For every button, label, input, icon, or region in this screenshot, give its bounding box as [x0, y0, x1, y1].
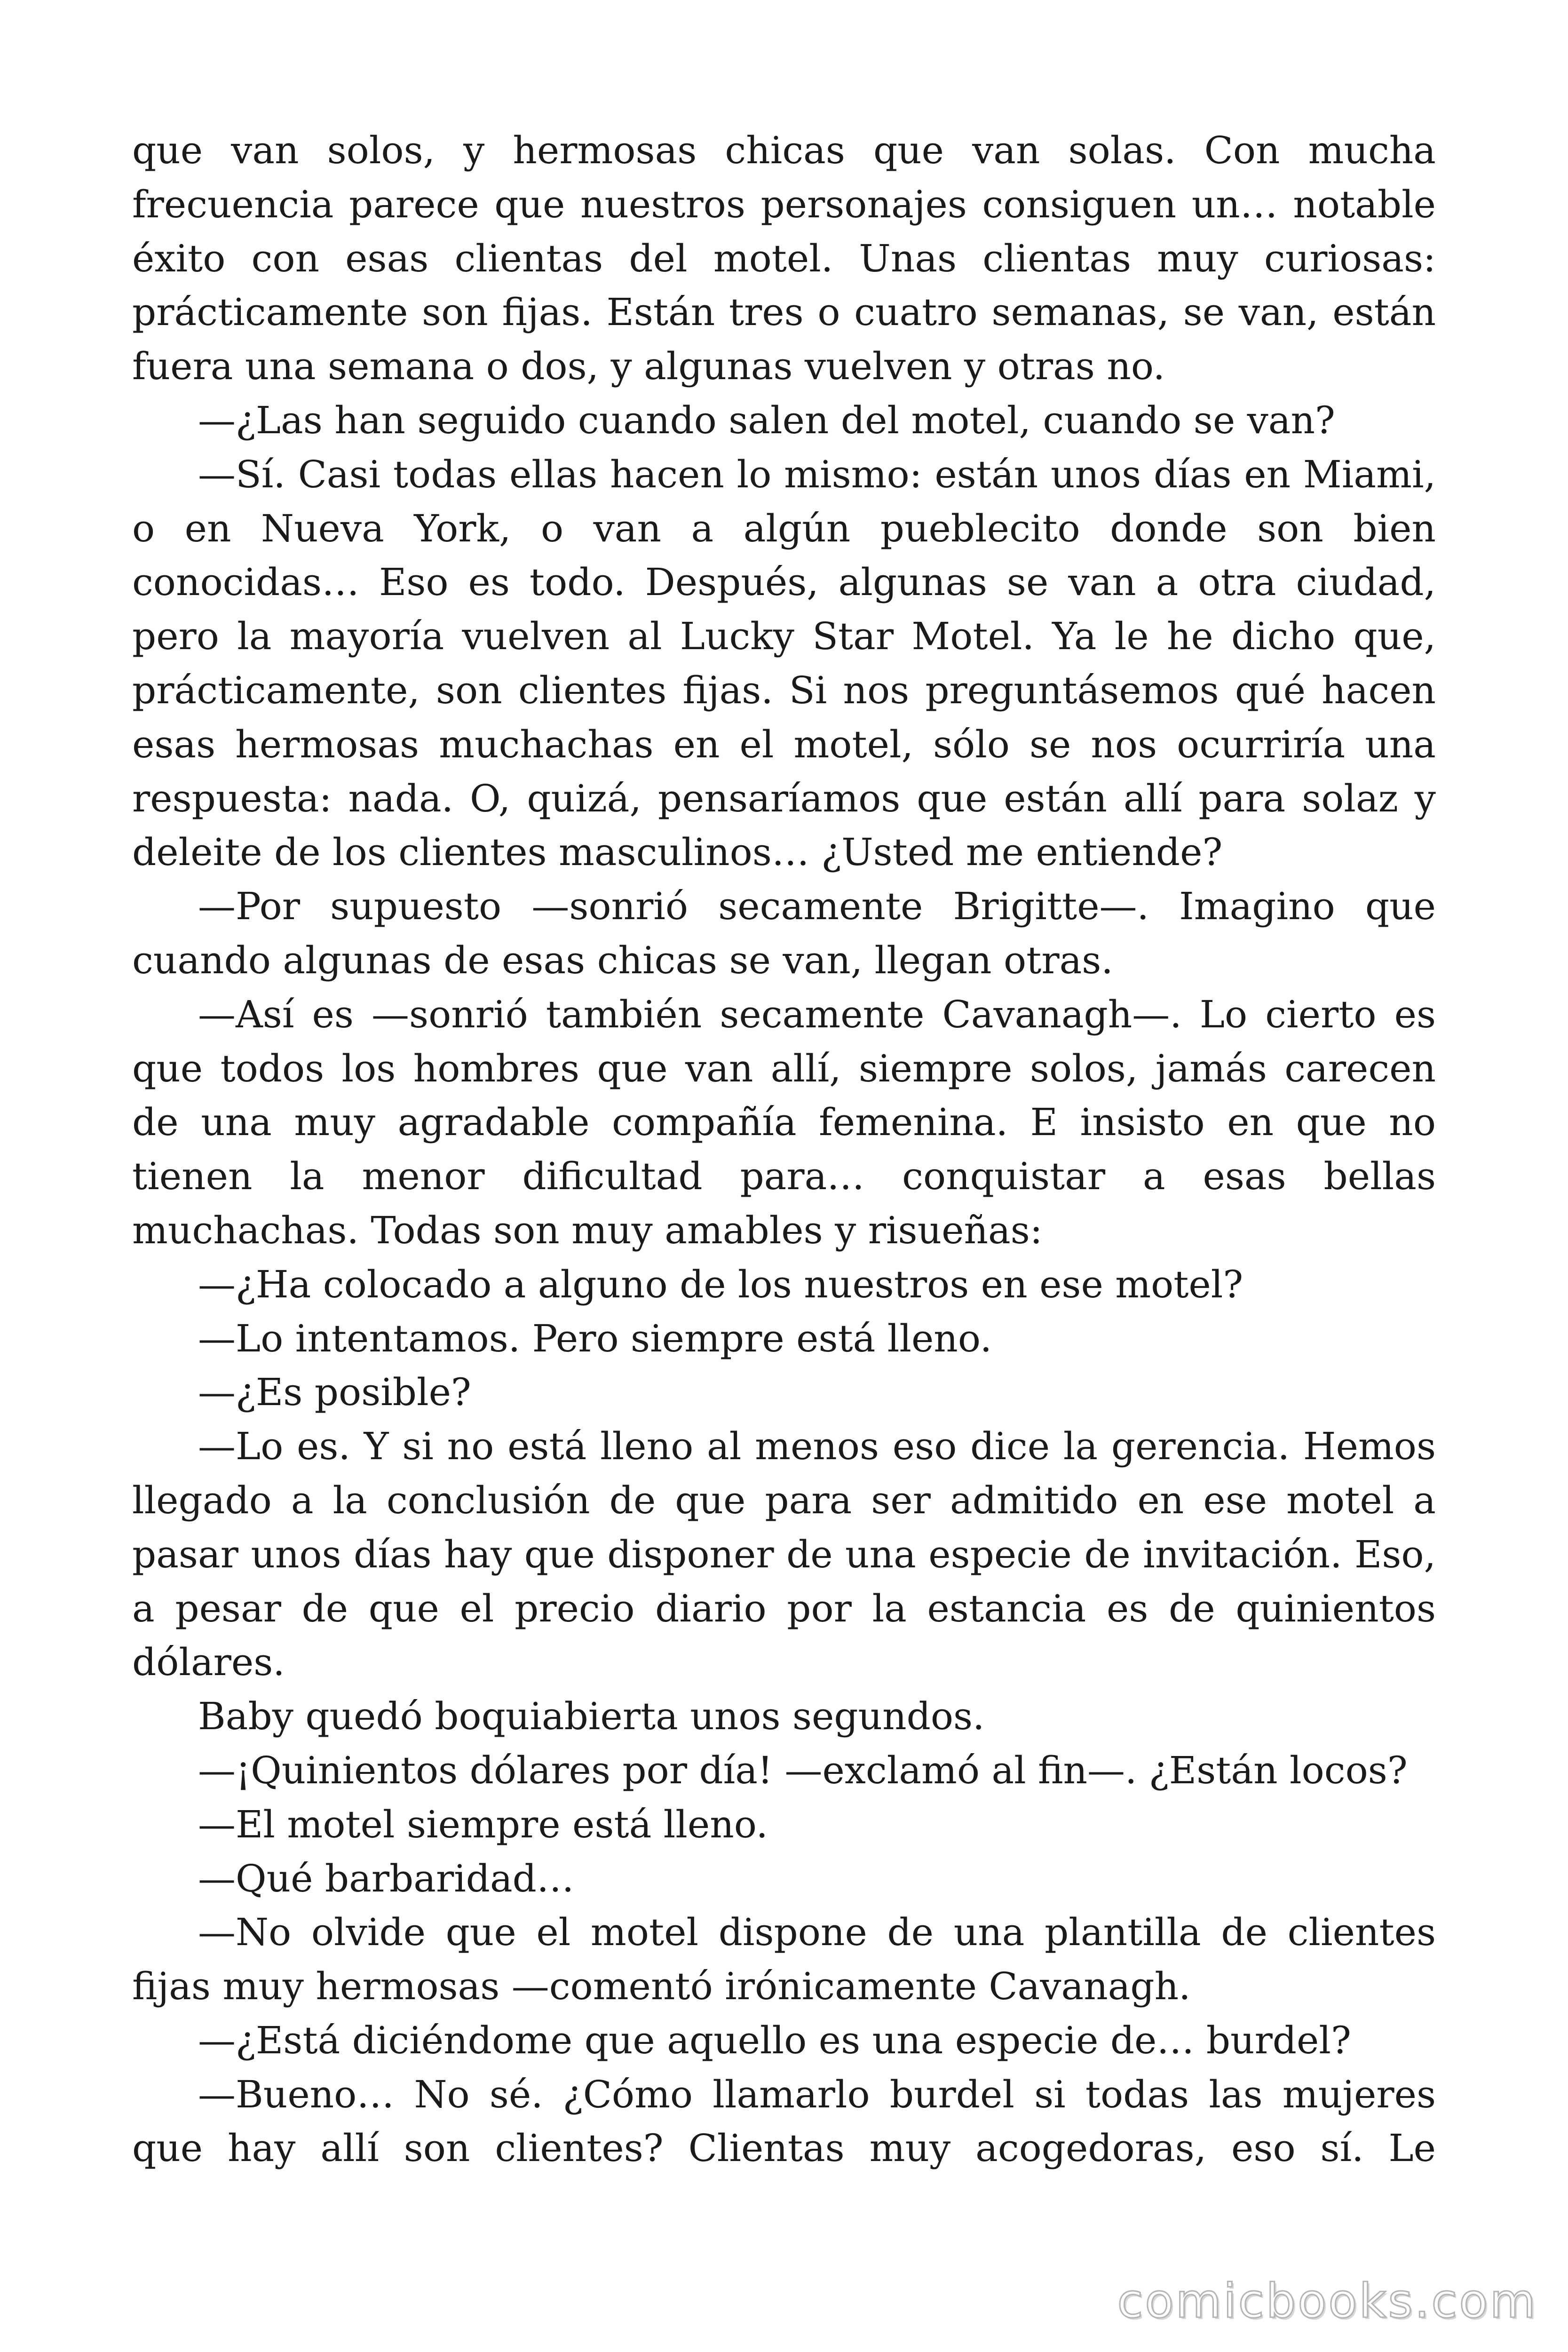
paragraph-15: —¿Está diciéndome que aquello es una especie de… burdel?	[198, 2018, 1351, 2062]
paragraph-8: —¿Es posible?	[198, 1370, 471, 1414]
paragraph-4: —Por supuesto —sonrió secamente Brigitte—. Imagino que cuando algunas de esas chicas se van, llegan otras.	[132, 884, 1436, 982]
page-body-text	[132, 124, 1436, 2176]
paragraph-7: —Lo intentamos. Pero siempre está lleno.	[198, 1316, 992, 1360]
paragraph-1: que van solos, y hermosas chicas que van solas. Con mucha frecuencia parece que nuestros personajes consiguen un… notable éxito con esas clientas del motel. Unas clientas muy curiosas: prácticamente son fijas. Están tres o cuatro semanas, se van, están fuera una semana o dos, y algunas vuelven y otras no.	[132, 128, 1436, 389]
watermark-logo: comicbooks.com	[1117, 2273, 1537, 2328]
paragraph-11: —¡Quinientos dólares por día! —exclamó al fin—. ¿Están locos?	[198, 1748, 1408, 1792]
paragraph-12: —El motel siempre está lleno.	[198, 1802, 768, 1846]
paragraph-6: —¿Ha colocado a alguno de los nuestros en ese motel?	[198, 1262, 1243, 1306]
paragraph-3: —Sí. Casi todas ellas hacen lo mismo: están unos días en Miami, o en Nueva York, o van a algún pueblecito donde son bien conocidas… Eso es todo. Después, algunas se van a otra ciudad, pero la mayoría vuelven al Lucky Star Motel. Ya le he dicho que, prácticamente, son clientes fijas. Si nos preguntásemos qué hacen esas hermosas muchachas en el motel, sólo se nos ocurriría una respuesta: nada. O, quizá, pensaríamos que están allí para solaz y deleite de los clientes masculinos… ¿Usted me entiende?	[132, 452, 1436, 874]
paragraph-2: —¿Las han seguido cuando salen del motel, cuando se van?	[198, 398, 1335, 442]
paragraph-9: —Lo es. Y si no está lleno al menos eso dice la gerencia. Hemos llegado a la conclusión de que para ser admitido en ese motel a pasar unos días hay que disponer de una especie de invitación. Eso, a pesar de que el precio diario por la estancia es de quinientos dólares.	[132, 1424, 1436, 1685]
paragraph-10: Baby quedó boquiabierta unos segundos.	[198, 1694, 985, 1739]
paragraph-16: —Bueno… No sé. ¿Cómo llamarlo burdel si todas las mujeres que hay allí son clientes? Clientas muy acogedoras, eso sí. Le	[132, 2072, 1436, 2170]
paragraph-5: —Así es —sonrió también secamente Cavanagh—. Lo cierto es que todos los hombres que van allí, siempre solos, jamás carecen de una muy agradable compañía femenina. E insisto en que no tienen la menor dificultad para… conquistar a esas bellas muchachas. Todas son muy amables y risueñas:	[132, 992, 1436, 1252]
paragraph-13: —Qué barbaridad…	[198, 1856, 574, 1900]
paragraph-14: —No olvide que el motel dispone de una plantilla de clientes fijas muy hermosas —comentó irónicamente Cavanagh.	[132, 1910, 1436, 2009]
